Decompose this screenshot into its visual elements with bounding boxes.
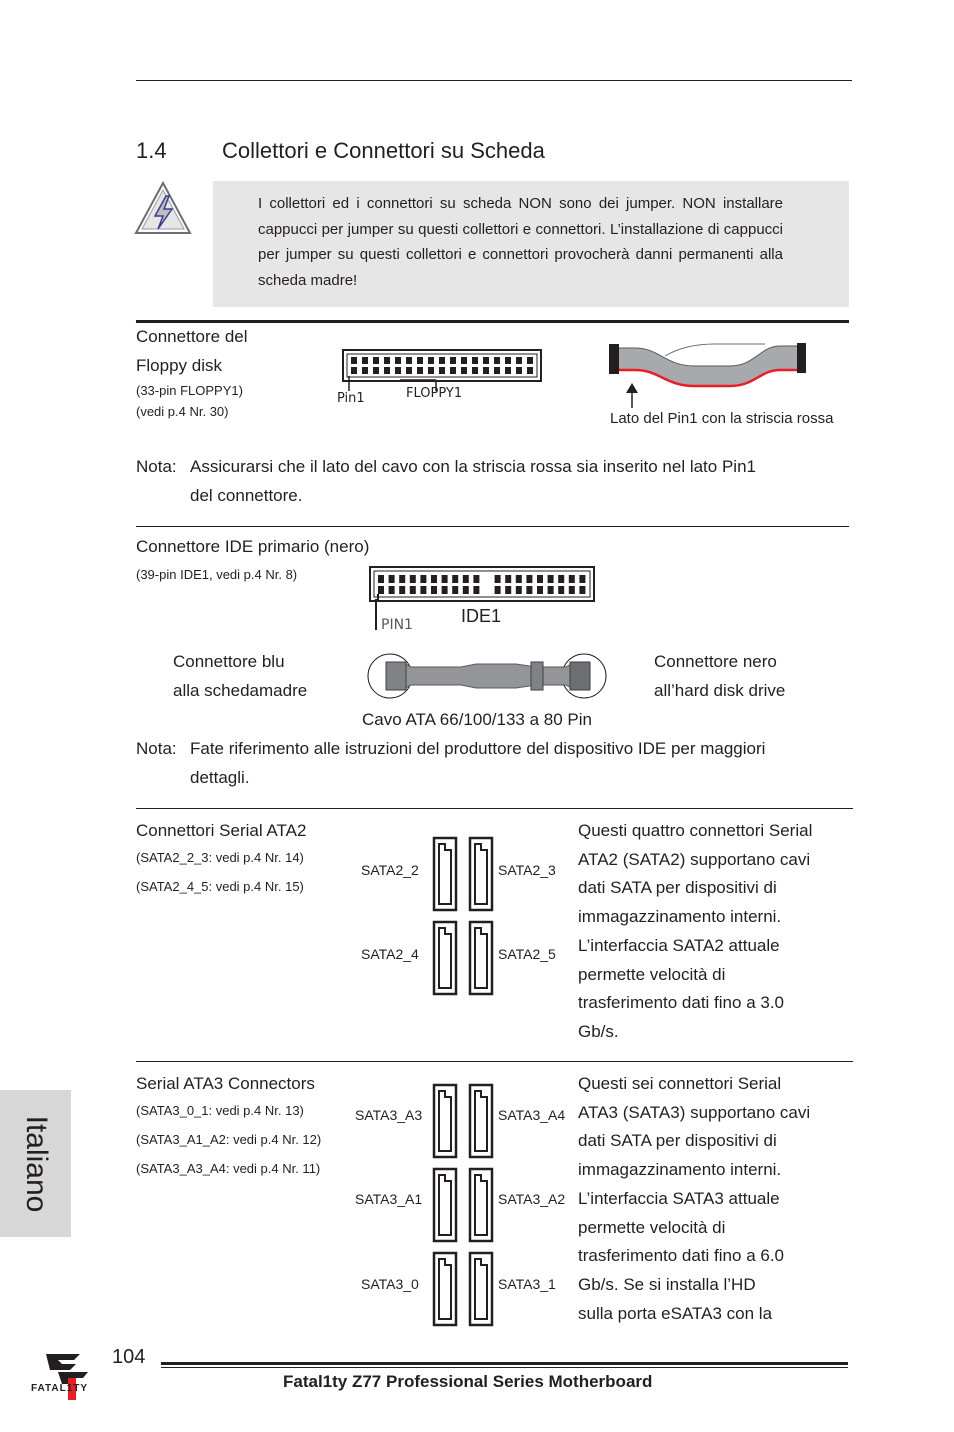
- sata3-port-0-label: SATA3_0: [361, 1276, 419, 1292]
- ide-cable-caption: Cavo ATA 66/100/133 a 80 Pin: [362, 710, 592, 729]
- sata3-port-a1-label: SATA3_A1: [355, 1191, 423, 1207]
- ide-note-line2: dettagli.: [190, 768, 250, 787]
- floppy-cable-caption: Lato del Pin1 con la striscia rossa: [610, 410, 834, 427]
- caution-box: [213, 181, 849, 307]
- floppy-note-line2: del connettore.: [190, 486, 303, 505]
- sata3-desc-line: trasferimento dati fino a 6.0: [578, 1246, 785, 1266]
- sata2-connector-0: [432, 836, 458, 912]
- sata2-spec-2: (SATA2_4_5: vedi p.4 Nr. 15): [136, 879, 304, 894]
- ide-pin1-label: PIN1: [381, 617, 413, 633]
- sata3-spec-1: (SATA3_0_1: vedi p.4 Nr. 13): [136, 1103, 304, 1118]
- ide-connector-label: IDE1: [461, 606, 502, 626]
- sata2-port-3-label: SATA2_3: [498, 862, 556, 878]
- sata2-desc-line: dati SATA per dispositivi di: [578, 878, 777, 898]
- floppy-note-label: Nota:: [136, 457, 177, 476]
- section-divider-ide: [136, 526, 849, 527]
- sata2-port-4-label: SATA2_4: [361, 946, 419, 962]
- footer-rule-thick: [161, 1362, 848, 1365]
- top-rule: [136, 80, 852, 81]
- sata3-port-a4-label: SATA3_A4: [498, 1107, 566, 1123]
- sata3-connector-3: [468, 1167, 494, 1243]
- fatal1ty-logo-text: FATAL1TY: [31, 1383, 89, 1394]
- ide-right-line2: all’hard disk drive: [654, 681, 786, 700]
- sata2-connector-1: [468, 836, 494, 912]
- ide-left-line2: alla schedamadre: [173, 681, 308, 700]
- page-number: 104: [112, 1346, 146, 1368]
- floppy-connector-label: FLOPPY1: [406, 386, 463, 401]
- sata3-title: Serial ATA3 Connectors: [136, 1074, 315, 1093]
- floppy-spec-2: (vedi p.4 Nr. 30): [136, 404, 229, 419]
- warning-triangle-icon: [133, 179, 193, 239]
- sata2-desc-line: L’interfaccia SATA2 attuale: [578, 935, 780, 955]
- sata3-desc-line: sulla porta eSATA3 con la: [578, 1303, 773, 1323]
- sata2-connector-3: [468, 920, 494, 996]
- section-number: 1.4: [136, 138, 167, 163]
- sata2-desc-line: Gb/s.: [578, 1021, 619, 1041]
- ide-right-line1: Connettore nero: [654, 652, 777, 671]
- ide-title: Connettore IDE primario (nero): [136, 537, 370, 556]
- ide-note-label: Nota:: [136, 739, 177, 758]
- sata2-port-2-label: SATA2_2: [361, 862, 419, 878]
- sata3-port-1-label: SATA3_1: [498, 1276, 556, 1292]
- section-divider-sata3: [136, 1061, 853, 1062]
- floppy-title-line2: Floppy disk: [136, 356, 222, 375]
- sata2-desc-line: ATA2 (SATA2) supportano cavi: [578, 849, 811, 869]
- section-divider-sata2: [136, 808, 853, 809]
- floppy-pin1-label: Pin1: [337, 391, 365, 406]
- sata3-desc-line: ATA3 (SATA3) supportano cavi: [578, 1102, 811, 1122]
- floppy-note-line1: Assicurarsi che il lato del cavo con la striscia rossa sia inserito nel lato Pin1: [190, 457, 756, 476]
- ide-spec: (39-pin IDE1, vedi p.4 Nr. 8): [136, 567, 298, 582]
- sata2-desc-line: immagazzinamento interni.: [578, 907, 782, 927]
- caution-text: I collettori ed i connettori su scheda NON sono dei jumper. NON installare cappucci per jumper su questi collettori e connettori. L’installazione di cappucci per jumper su questi collettori e connettori provocherà danni permanenti alla scheda madre!: [258, 195, 783, 289]
- sata2-desc-line: Questi quattro connettori Serial: [578, 821, 813, 840]
- ide-left-line1: Connettore blu: [173, 652, 285, 671]
- floppy-title-line1: Connettore del: [136, 327, 248, 346]
- sata3-connector-4: [432, 1251, 458, 1327]
- ide-ata-cable: [366, 651, 610, 701]
- sata3-desc-line: immagazzinamento interni.: [578, 1160, 782, 1180]
- sata3-port-a3-label: SATA3_A3: [355, 1107, 423, 1123]
- sata3-desc-line: Gb/s. Se si installa l’HD: [578, 1274, 756, 1294]
- sata2-port-5-label: SATA2_5: [498, 946, 556, 962]
- sata3-desc-line: Questi sei connettori Serial: [578, 1074, 782, 1093]
- sata2-desc-line: permette velocità di: [578, 964, 726, 984]
- pin1-arrow-icon: [625, 383, 639, 409]
- language-side-tab: [0, 1090, 71, 1237]
- sata3-connector-1: [468, 1083, 494, 1159]
- ide-note-line1: Fate riferimento alle istruzioni del produttore del dispositivo IDE per maggiori: [190, 739, 766, 758]
- sata3-connector-5: [468, 1251, 494, 1327]
- footer-rule-thin: [161, 1367, 848, 1368]
- sata3-spec-2: (SATA3_A1_A2: vedi p.4 Nr. 12): [136, 1132, 322, 1147]
- sata3-connector-0: [432, 1083, 458, 1159]
- sata3-port-a2-label: SATA3_A2: [498, 1191, 566, 1207]
- sata2-connector-2: [432, 920, 458, 996]
- sata3-desc-line: permette velocità di: [578, 1217, 726, 1237]
- section-title: Collettori e Connettori su Scheda: [222, 138, 545, 163]
- footer-product-name: Fatal1ty Z77 Professional Series Motherboard: [283, 1372, 653, 1391]
- sata3-desc-line: L’interfaccia SATA3 attuale: [578, 1188, 780, 1208]
- sata2-desc-line: trasferimento dati fino a 3.0: [578, 993, 785, 1013]
- sata3-spec-3: (SATA3_A3_A4: vedi p.4 Nr. 11): [136, 1161, 321, 1176]
- sata2-spec-1: (SATA2_2_3: vedi p.4 Nr. 14): [136, 850, 304, 865]
- floppy-spec-1: (33-pin FLOPPY1): [136, 383, 243, 398]
- sata3-desc-line: dati SATA per dispositivi di: [578, 1131, 777, 1151]
- sata2-title: Connettori Serial ATA2: [136, 821, 307, 840]
- sata3-connector-2: [432, 1167, 458, 1243]
- fatal1ty-logo: [28, 1348, 108, 1406]
- language-side-tab-label: Italiano: [19, 1115, 53, 1212]
